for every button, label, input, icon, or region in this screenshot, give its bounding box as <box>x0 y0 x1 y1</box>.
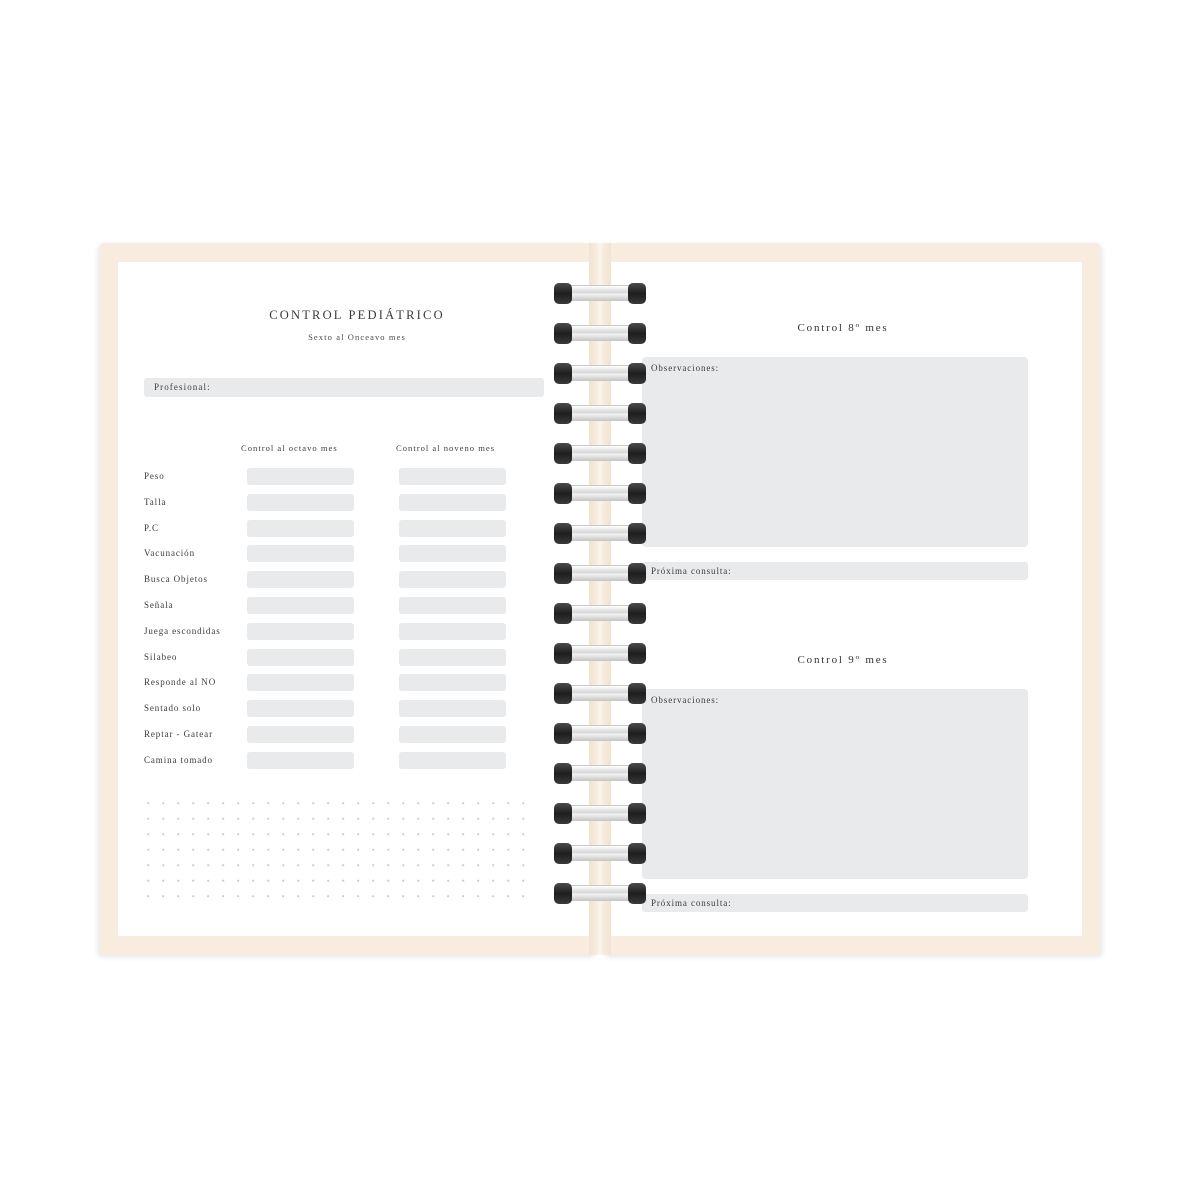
row-label: P.C <box>144 522 159 533</box>
input-eighth-month[interactable] <box>247 468 354 485</box>
right-sheet <box>604 262 1082 936</box>
input-eighth-month[interactable] <box>247 674 354 691</box>
input-eighth-month[interactable] <box>247 494 354 511</box>
column-header-eighth-month: Control al octavo mes <box>241 443 338 453</box>
table-row <box>118 545 596 571</box>
input-ninth-month[interactable] <box>399 468 506 485</box>
input-ninth-month[interactable] <box>399 623 506 640</box>
dot-grid-notes-area[interactable] <box>147 802 537 910</box>
table-row <box>118 649 596 675</box>
left-sheet <box>118 262 596 936</box>
page-subtitle: Sexto al Onceavo mes <box>308 332 406 342</box>
row-label: Señala <box>144 599 174 610</box>
next-appointment-field-month-8[interactable] <box>642 562 1028 580</box>
table-row <box>118 752 596 778</box>
input-eighth-month[interactable] <box>247 545 354 562</box>
right-page <box>604 243 1100 955</box>
observations-label: Observaciones: <box>651 363 720 373</box>
table-row <box>118 520 596 546</box>
input-ninth-month[interactable] <box>399 700 506 717</box>
observations-field-month-8[interactable] <box>642 357 1028 547</box>
input-ninth-month[interactable] <box>399 545 506 562</box>
input-eighth-month[interactable] <box>247 752 354 769</box>
row-label: Camina tomado <box>144 754 213 765</box>
table-row <box>118 571 596 597</box>
input-eighth-month[interactable] <box>247 520 354 537</box>
input-eighth-month[interactable] <box>247 649 354 666</box>
notebook <box>100 243 1100 955</box>
table-row <box>118 468 596 494</box>
row-label: Busca Objetos <box>144 574 208 585</box>
section-title-month-8: Control 8º mes <box>797 322 889 334</box>
input-ninth-month[interactable] <box>399 571 506 588</box>
table-row <box>118 623 596 649</box>
row-label: Vacunación <box>144 548 195 559</box>
input-ninth-month[interactable] <box>399 520 506 537</box>
next-appointment-field-month-9[interactable] <box>642 894 1028 912</box>
input-ninth-month[interactable] <box>399 649 506 666</box>
row-label: Talla <box>144 496 167 507</box>
table-row <box>118 674 596 700</box>
input-eighth-month[interactable] <box>247 571 354 588</box>
input-eighth-month[interactable] <box>247 726 354 743</box>
left-page <box>100 243 596 955</box>
input-ninth-month[interactable] <box>399 752 506 769</box>
page-title: CONTROL PEDIÁTRICO <box>269 308 445 322</box>
input-eighth-month[interactable] <box>247 700 354 717</box>
input-eighth-month[interactable] <box>247 623 354 640</box>
row-label: Peso <box>144 471 165 481</box>
input-eighth-month[interactable] <box>247 597 354 614</box>
row-label: Juega escondidas <box>144 625 221 636</box>
input-ninth-month[interactable] <box>399 494 506 511</box>
professional-field[interactable] <box>144 378 544 397</box>
row-label: Responde al NO <box>144 677 217 688</box>
row-label: Sentado solo <box>144 703 202 714</box>
table-row <box>118 726 596 752</box>
measurement-table <box>118 468 596 778</box>
observations-label: Observaciones: <box>651 695 720 705</box>
professional-label: Profesional: <box>154 382 211 392</box>
table-row <box>118 597 596 623</box>
table-row <box>118 700 596 726</box>
column-header-ninth-month: Control al noveno mes <box>396 443 496 453</box>
notebook-spine <box>589 243 611 955</box>
observations-field-month-9[interactable] <box>642 689 1028 879</box>
input-ninth-month[interactable] <box>399 597 506 614</box>
table-row <box>118 494 596 520</box>
next-appointment-label: Próxima consulta: <box>651 566 732 576</box>
section-title-month-9: Control 9º mes <box>797 654 889 666</box>
next-appointment-label: Próxima consulta: <box>651 898 732 908</box>
input-ninth-month[interactable] <box>399 726 506 743</box>
row-label: Reptar - Gatear <box>144 728 213 739</box>
row-label: Silabeo <box>144 651 178 662</box>
input-ninth-month[interactable] <box>399 674 506 691</box>
